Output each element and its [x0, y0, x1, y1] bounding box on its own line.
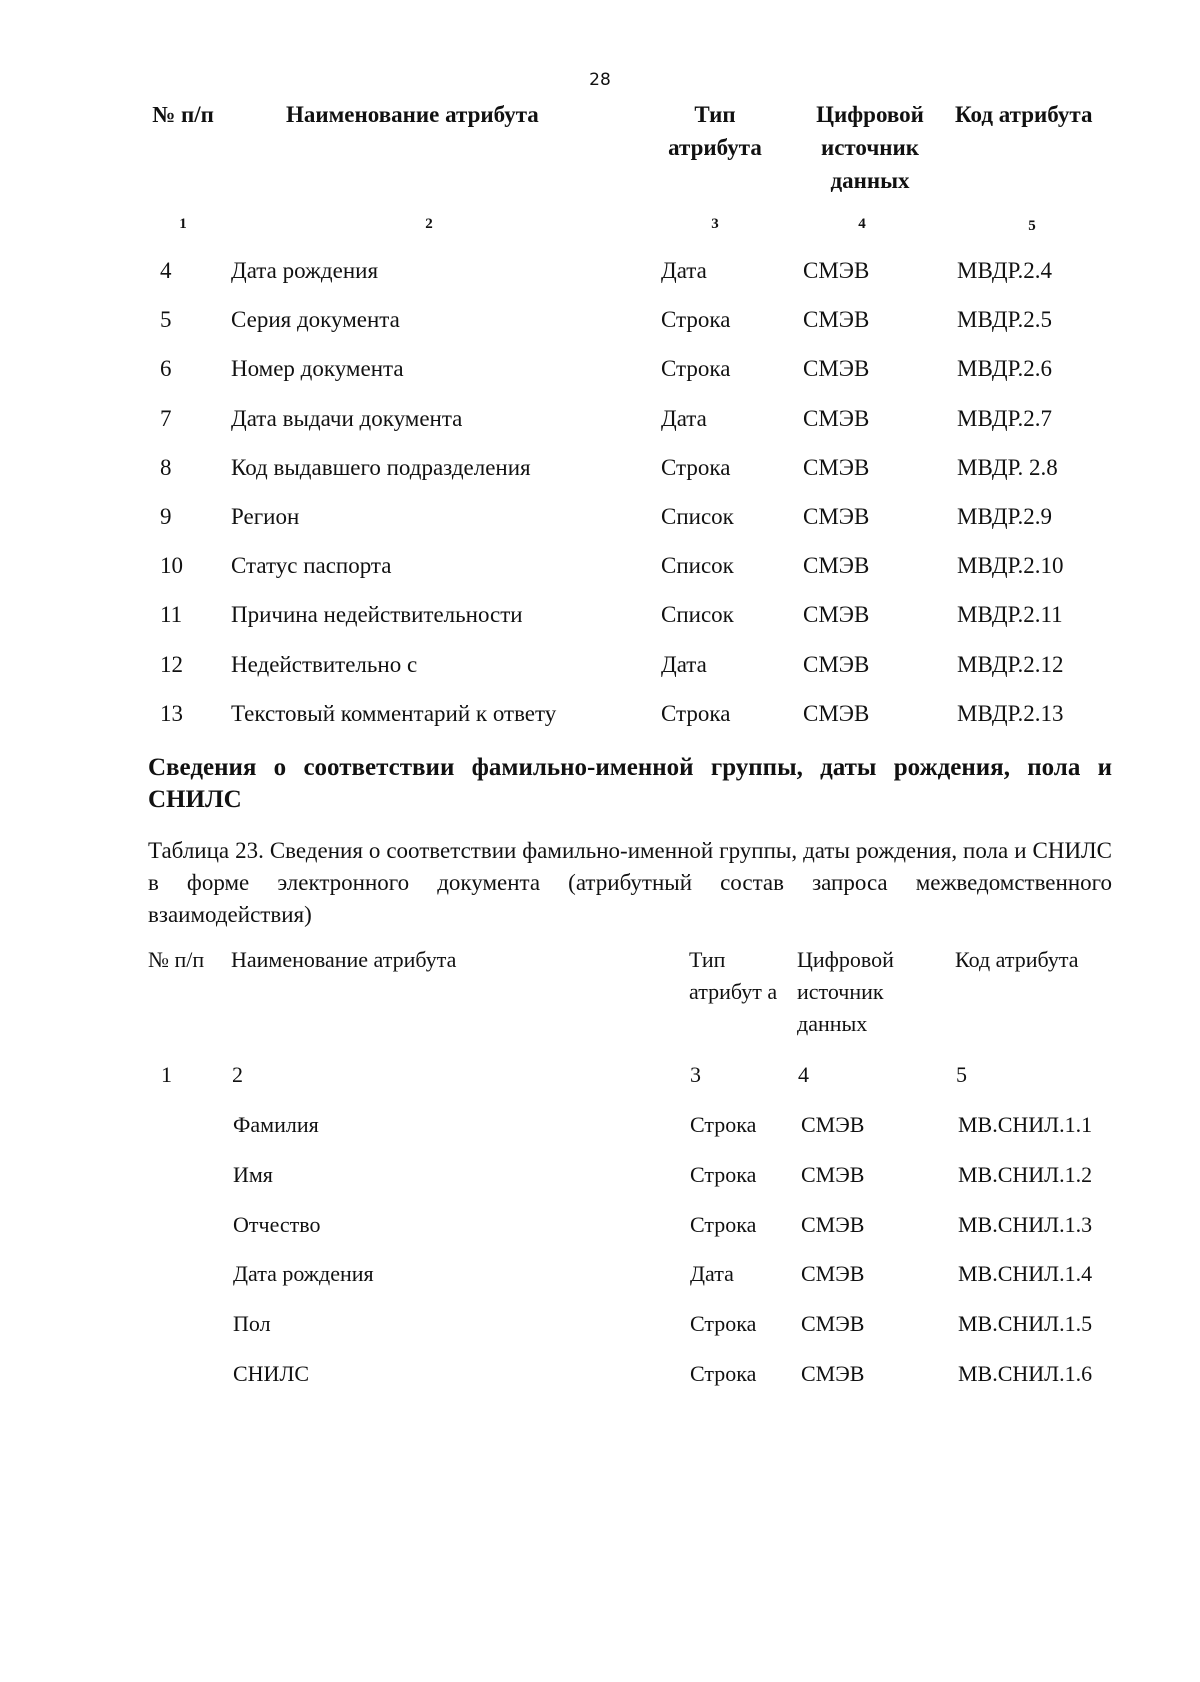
t1-cell-type: Строка	[661, 356, 731, 382]
t1-cell-code: МВДР.2.13	[957, 700, 1064, 726]
t1-cell-type: Дата	[661, 258, 707, 283]
t1-cell-code: МВДР.2.5	[957, 307, 1053, 333]
table-caption: Таблица 23. Сведения о соответствии фамильно-именной группы, даты рождения, пола и СНИЛС в форме электронного документа (атрибутный состав запроса межведомственного взаимодействия)	[148, 838, 1112, 927]
t1-cell-type: Строка	[661, 307, 731, 333]
t2-cell-code: МВ.СНИЛ.1.5	[958, 1311, 1093, 1337]
t2-cell-type: Строка	[690, 1311, 757, 1337]
t2-colnum-2: 2	[232, 1062, 243, 1087]
t1-cell-source: СМЭВ	[803, 651, 870, 677]
t1-cell-type: Строка	[661, 454, 731, 480]
t2-cell-code: МВ.СНИЛ.1.6	[958, 1361, 1093, 1386]
t1-cell-source: СМЭВ	[803, 553, 870, 579]
t2-colnum-1: 1	[161, 1062, 172, 1087]
t2-cell-code: МВ.СНИЛ.1.3	[958, 1211, 1093, 1237]
t1-cell-name: Текстовый комментарий к ответу	[231, 700, 557, 726]
t2-header-source: Цифровой источник данных	[797, 947, 894, 1036]
t2-cell-type: Строка	[690, 1161, 757, 1187]
t2-cell-code: МВ.СНИЛ.1.4	[958, 1261, 1093, 1287]
t1-cell-name: Номер документа	[231, 356, 404, 382]
t1-cell-type: Строка	[661, 700, 731, 726]
t1-cell-name: Недействительно с	[231, 651, 418, 677]
t1-cell-code: МВДР. 2.8	[957, 454, 1058, 480]
t2-cell-source: СМЭВ	[801, 1112, 865, 1137]
t1-cell-code: МВДР.2.7	[957, 405, 1053, 431]
t2-cell-type: Строка	[690, 1211, 757, 1237]
t1-cell-num: 7	[160, 405, 172, 431]
t1-cell-num: 11	[160, 602, 183, 628]
t2-cell-name: Фамилия	[233, 1112, 319, 1137]
t2-colnum-3: 3	[690, 1062, 701, 1087]
t2-colnum-4: 4	[798, 1062, 809, 1087]
t2-cell-source: СМЭВ	[801, 1361, 865, 1386]
colnum-4: 4	[858, 216, 866, 232]
t1-cell-name: Причина недействительности	[231, 602, 523, 628]
t1-cell-num: 4	[160, 258, 172, 283]
header-type: Тип атрибута	[668, 102, 762, 160]
t2-cell-source: СМЭВ	[801, 1311, 865, 1337]
page-number: 28	[589, 70, 611, 90]
t2-cell-type: Дата	[690, 1261, 734, 1287]
t2-cell-name: Пол	[233, 1311, 271, 1337]
t1-cell-code: МВДР.2.9	[957, 504, 1053, 529]
t1-cell-source: СМЭВ	[803, 602, 870, 628]
t1-cell-type: Список	[661, 602, 734, 628]
t1-cell-code: МВДР.2.12	[957, 651, 1064, 677]
t2-cell-name: Дата рождения	[233, 1261, 374, 1287]
colnum-2: 2	[425, 216, 433, 232]
t1-cell-name: Регион	[231, 504, 300, 529]
t2-header-code: Код атрибута	[955, 947, 1079, 972]
t1-cell-code: МВДР.2.10	[957, 553, 1064, 579]
t1-cell-num: 6	[160, 356, 172, 382]
t2-cell-source: СМЭВ	[801, 1211, 865, 1237]
t1-cell-source: СМЭВ	[803, 307, 870, 333]
section-heading: Сведения о соответствии фамильно-именной группы, даты рождения, пола и СНИЛС	[148, 754, 1112, 813]
t1-cell-num: 5	[160, 307, 172, 333]
t1-cell-source: СМЭВ	[803, 700, 870, 726]
t2-cell-type: Строка	[690, 1112, 757, 1137]
t1-cell-type: Дата	[661, 651, 707, 677]
t1-cell-name: Дата рождения	[231, 258, 379, 283]
t1-cell-num: 12	[160, 651, 183, 677]
t2-header-name: Наименование атрибута	[231, 947, 457, 972]
t1-cell-name: Дата выдачи документа	[231, 405, 463, 431]
t1-cell-name: Код выдавшего подразделения	[231, 454, 531, 480]
t1-cell-num: 13	[160, 700, 183, 726]
t2-header-type: Тип атрибут а	[689, 947, 778, 1004]
t1-cell-name: Статус паспорта	[231, 553, 392, 579]
t1-cell-name: Серия документа	[231, 307, 400, 333]
t1-cell-code: МВДР.2.11	[957, 602, 1063, 628]
t1-cell-source: СМЭВ	[803, 405, 870, 431]
t2-cell-name: СНИЛС	[233, 1361, 310, 1386]
t2-cell-name: Отчество	[233, 1211, 321, 1237]
t2-cell-name: Имя	[233, 1161, 273, 1187]
colnum-5: 5	[1028, 218, 1036, 234]
t1-cell-code: МВДР.2.6	[957, 356, 1053, 382]
header-num: № п/п	[152, 102, 214, 127]
t1-cell-code: МВДР.2.4	[957, 258, 1053, 283]
t2-cell-source: СМЭВ	[801, 1161, 865, 1187]
t2-colnum-5: 5	[956, 1062, 967, 1087]
t2-cell-source: СМЭВ	[801, 1261, 865, 1287]
t2-header-num: № п/п	[148, 947, 205, 972]
header-code: Код атрибута	[955, 102, 1093, 127]
t1-cell-type: Дата	[661, 405, 707, 431]
t1-cell-source: СМЭВ	[803, 504, 870, 529]
t1-cell-type: Список	[661, 553, 734, 579]
t1-cell-source: СМЭВ	[803, 356, 870, 382]
t1-cell-num: 10	[160, 553, 183, 579]
header-source: Цифровой источник данных	[816, 102, 924, 193]
t1-cell-source: СМЭВ	[803, 258, 870, 283]
t2-cell-type: Строка	[690, 1361, 757, 1386]
t1-cell-num: 8	[160, 454, 172, 480]
colnum-1: 1	[179, 216, 187, 232]
header-name: Наименование атрибута	[286, 102, 539, 127]
t1-cell-type: Список	[661, 504, 734, 529]
colnum-3: 3	[711, 216, 719, 232]
t1-cell-num: 9	[160, 504, 172, 529]
t1-cell-source: СМЭВ	[803, 454, 870, 480]
t2-cell-code: МВ.СНИЛ.1.1	[958, 1112, 1093, 1137]
t2-cell-code: МВ.СНИЛ.1.2	[958, 1161, 1093, 1187]
